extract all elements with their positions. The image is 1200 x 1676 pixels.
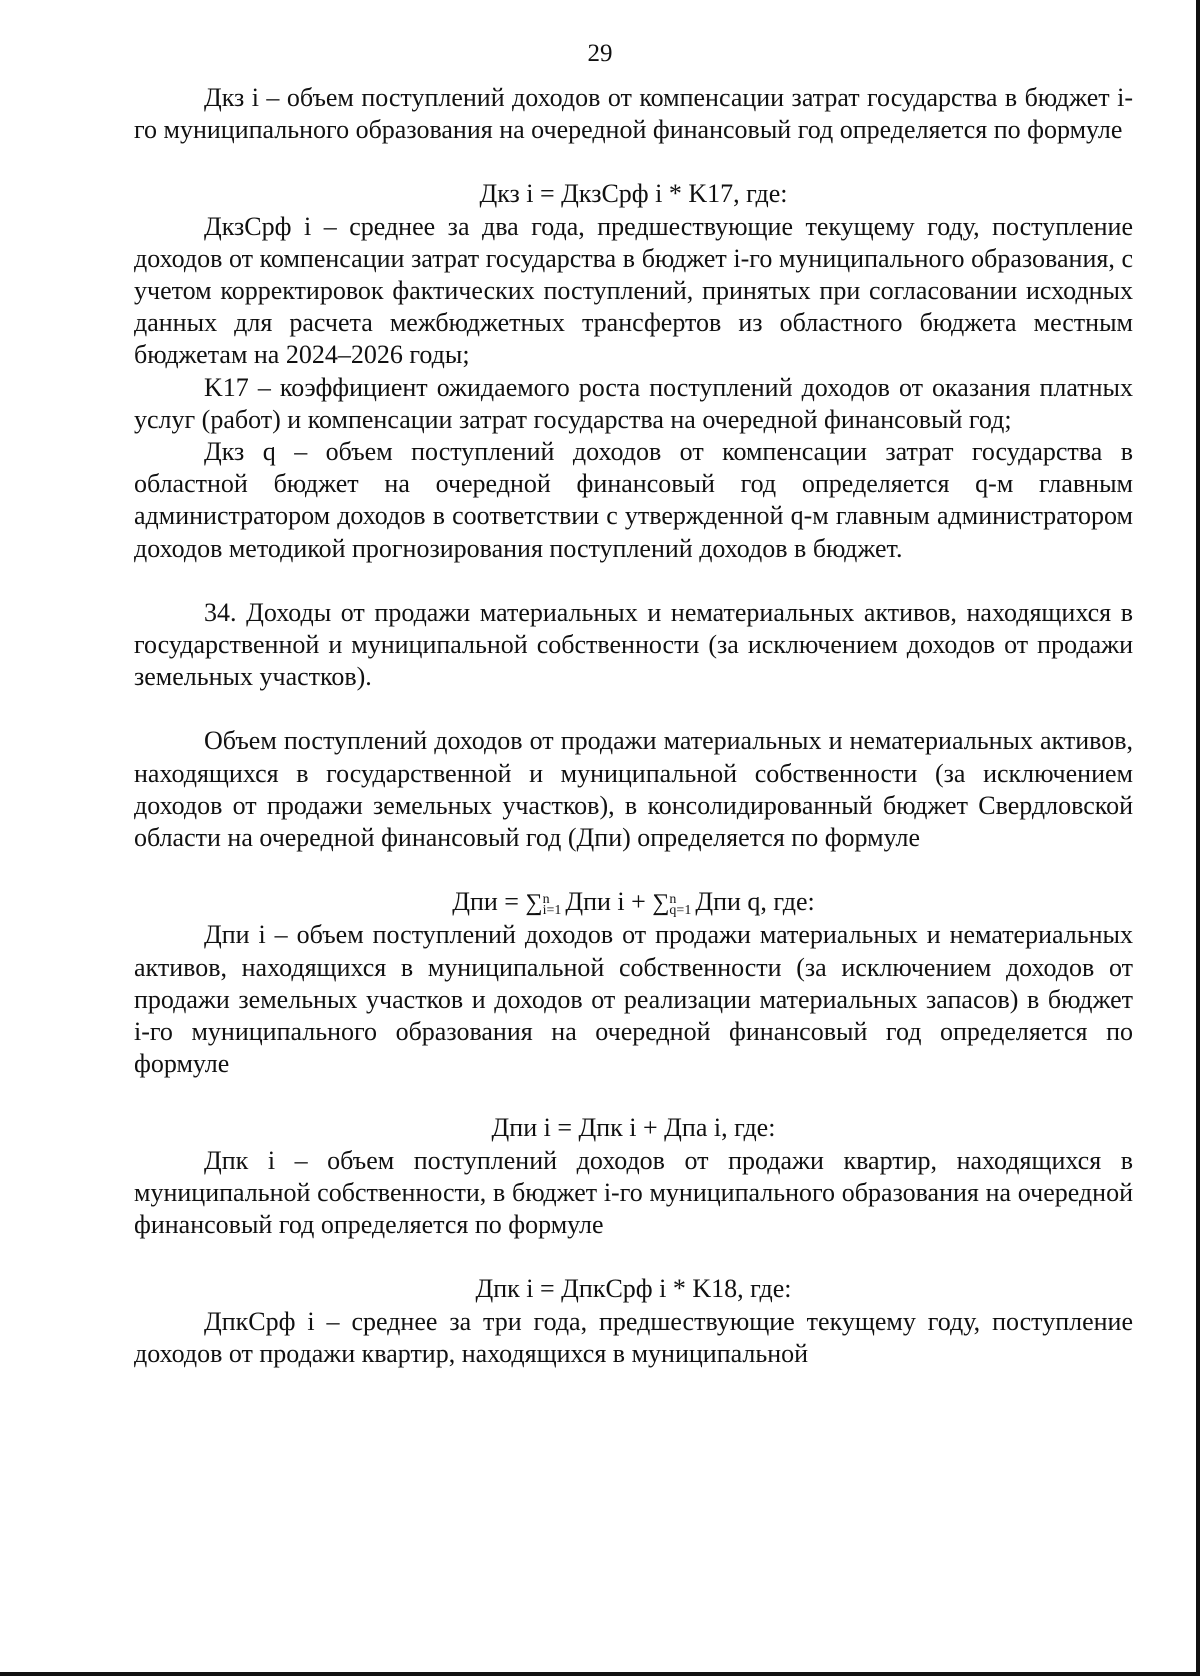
sum-lower-1: i=1 <box>542 903 562 919</box>
formula-dpi-term-1: Дпи i + <box>565 887 653 917</box>
sum-lower-2: q=1 <box>669 903 692 919</box>
paragraph-dkz-definition: Дкз i – объем поступлений доходов от компенсации затрат государства в бюджет i-го муниципального образования на очередной финансовый год определяется по формуле <box>134 83 1133 145</box>
scan-edge-bottom <box>0 1672 1200 1676</box>
sum-icon: ∑ <box>652 890 670 917</box>
spacer <box>134 146 1133 178</box>
paragraph-k17-definition: K17 – коэффициент ожидаемого роста поступлений доходов от оказания платных услуг (работ) и компенсации затрат государства на очередной финансовый год; <box>134 372 1133 434</box>
sum-icon: ∑ <box>525 890 543 917</box>
paragraph-dkzq-definition: Дкз q – объем поступлений доходов от компенсации затрат государства в областной бюджет на очередной финансовый год определяется q-м главным администратором доходов в соответствии с утвержденной q-м главным администратором доходов методикой прогнозирования поступлений доходов в бюджет. <box>134 437 1133 563</box>
spacer <box>134 1241 1133 1273</box>
spacer <box>134 565 1133 597</box>
formula-dkz: Дкз i = ДкзСрф i * K17, где: <box>479 179 788 209</box>
formula-dpii: Дпи i = Дпк i + Дпа i, где: <box>491 1113 776 1143</box>
spacer <box>134 693 1133 725</box>
formula-dpk: Дпк i = ДпкСрф i * K18, где: <box>475 1274 792 1304</box>
spacer <box>134 1080 1133 1112</box>
page-number: 29 <box>587 40 613 67</box>
paragraph-dpii-definition: Дпи i – объем поступлений доходов от продажи материальных и нематериальных активов, находящихся в муниципальной собственности (за исключением доходов от продажи земельных участков и доходов от реализации материальных запасов) в бюджет i-го муниципального образования на очередной финансовый год определяется по формуле <box>134 920 1133 1079</box>
sum-upper-2: n <box>669 892 677 908</box>
formula-dpi-term-2: Дпи q, где: <box>695 887 815 917</box>
scan-edge-right <box>1196 0 1200 1676</box>
document-body <box>134 82 1133 1370</box>
formula-dpi-lhs: Дпи = <box>452 887 526 917</box>
spacer <box>134 854 1133 886</box>
sum-upper-1: n <box>542 892 550 908</box>
formula-dpi-sum <box>134 886 1133 919</box>
sum-limits-1 <box>542 892 562 919</box>
paragraph-dpi-overview: Объем поступлений доходов от продажи материальных и нематериальных активов, находящихся в государственной и муниципальной собственности (за исключением доходов от продажи земельных участков), в консолидированный бюджет Свердловской области на очередной финансовый год (Дпи) определяется по формуле <box>134 726 1133 853</box>
paragraph-dpksrf-definition: ДпкСрф i – среднее за три года, предшествующие текущему году, поступление доходов от продажи квартир, находящихся в муниципальной <box>134 1306 1133 1368</box>
section-34-heading: 34. Доходы от продажи материальных и нематериальных активов, находящихся в государственной и муниципальной собственности (за исключением доходов от продажи земельных участков). <box>134 597 1133 692</box>
sum-limits-2 <box>669 892 692 919</box>
paragraph-dkzsrf-definition: ДкзСрф i – среднее за два года, предшествующие текущему году, поступление доходов от компенсации затрат государства в бюджет i-го муниципального образования, с учетом корректировок фактических поступлений, принятых при согласовании исходных данных для расчета межбюджетных трансфертов из областного бюджета местным бюджетам на 2024–2026 годы; <box>134 211 1133 370</box>
paragraph-dpk-definition: Дпк i – объем поступлений доходов от продажи квартир, находящихся в муниципальной собственности, в бюджет i-го муниципального образования на очередной финансовый год определяется по формуле <box>134 1145 1133 1240</box>
